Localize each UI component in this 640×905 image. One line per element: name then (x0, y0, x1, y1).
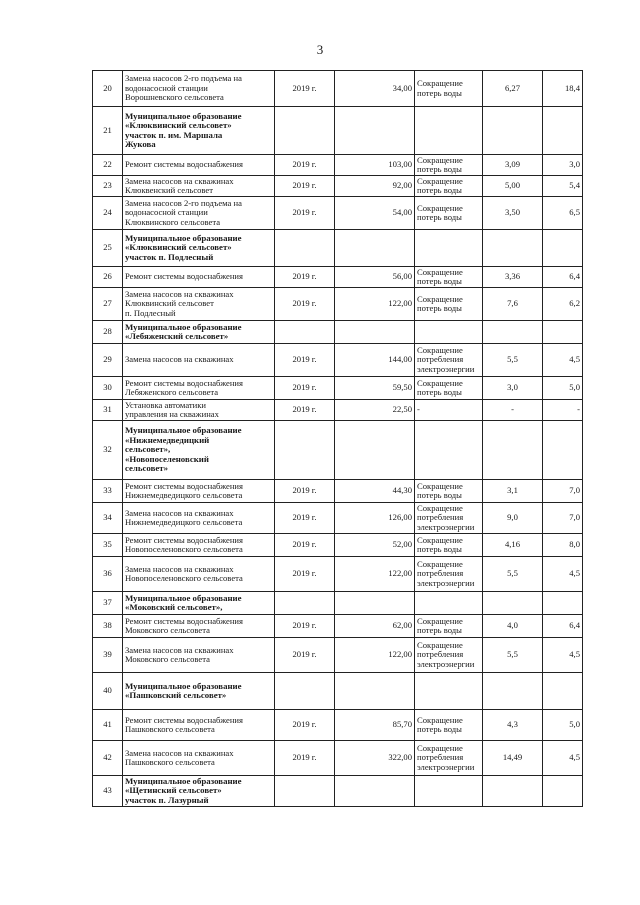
table-row (93, 71, 583, 107)
cell-v2: 4,5 (543, 741, 583, 776)
table-row (93, 421, 583, 480)
table-row (93, 710, 583, 741)
cell-v2 (543, 107, 583, 155)
cell-effect: Сокращение потребления электроэнергии (415, 344, 483, 377)
cell-v2 (543, 321, 583, 344)
cell-year: 2019 г. (275, 638, 335, 673)
table-row (93, 480, 583, 503)
table-row (93, 557, 583, 592)
cell-cost (335, 230, 415, 267)
cell-v1: - (483, 400, 543, 421)
table-row (93, 638, 583, 673)
table-row (93, 673, 583, 710)
cell-year (275, 673, 335, 710)
cell-effect: Сокращение потерь воды (415, 377, 483, 400)
measures-table (92, 70, 583, 807)
cell-v1: 3,50 (483, 197, 543, 230)
cell-cost: 59,50 (335, 377, 415, 400)
table-row (93, 230, 583, 267)
table-row (93, 534, 583, 557)
cell-year (275, 421, 335, 480)
cell-v1: 4,16 (483, 534, 543, 557)
cell-effect: Сокращение потерь воды (415, 534, 483, 557)
cell-no: 41 (93, 710, 123, 741)
cell-name: Муниципальное образование «Щетинский сельсовет» участок п. Лазурный (123, 776, 275, 807)
cell-effect (415, 107, 483, 155)
cell-effect: Сокращение потерь воды (415, 155, 483, 176)
cell-cost (335, 776, 415, 807)
cell-v1 (483, 776, 543, 807)
cell-cost: 92,00 (335, 176, 415, 197)
cell-name: Замена насосов на скважинах Нижнемедведицкого сельсовета (123, 503, 275, 534)
table-row (93, 776, 583, 807)
cell-no: 27 (93, 288, 123, 321)
cell-cost: 103,00 (335, 155, 415, 176)
cell-v2: 5,0 (543, 377, 583, 400)
cell-v2: 5,0 (543, 710, 583, 741)
cell-no: 20 (93, 71, 123, 107)
cell-name: Замена насосов на скважинах Новопоселеновского сельсовета (123, 557, 275, 592)
cell-v1: 6,27 (483, 71, 543, 107)
cell-no: 25 (93, 230, 123, 267)
cell-name: Замена насосов на скважинах (123, 344, 275, 377)
cell-v1: 7,6 (483, 288, 543, 321)
cell-no: 28 (93, 321, 123, 344)
cell-v1: 5,5 (483, 344, 543, 377)
cell-v1 (483, 321, 543, 344)
cell-name: Ремонт системы водоснабжения (123, 267, 275, 288)
cell-year: 2019 г. (275, 710, 335, 741)
table-row (93, 267, 583, 288)
cell-cost (335, 107, 415, 155)
cell-effect: Сокращение потерь воды (415, 710, 483, 741)
cell-v2: 4,5 (543, 557, 583, 592)
cell-v2: 6,4 (543, 615, 583, 638)
cell-effect: Сокращение потерь воды (415, 197, 483, 230)
cell-v1: 5,00 (483, 176, 543, 197)
cell-year: 2019 г. (275, 344, 335, 377)
table-row (93, 321, 583, 344)
cell-name: Ремонт системы водоснабжения Пашковского сельсовета (123, 710, 275, 741)
cell-effect: Сокращение потребления электроэнергии (415, 503, 483, 534)
cell-year (275, 107, 335, 155)
cell-v2: 7,0 (543, 503, 583, 534)
cell-cost: 322,00 (335, 741, 415, 776)
cell-cost: 56,00 (335, 267, 415, 288)
cell-v2 (543, 776, 583, 807)
cell-year: 2019 г. (275, 615, 335, 638)
cell-v2: 6,4 (543, 267, 583, 288)
cell-effect (415, 421, 483, 480)
cell-name: Замена насосов на скважинах Моковского сельсовета (123, 638, 275, 673)
cell-v2: 18,4 (543, 71, 583, 107)
cell-no: 35 (93, 534, 123, 557)
cell-year (275, 230, 335, 267)
cell-name: Муниципальное образование «Клюквинский сельсовет» участок п. им. Маршала Жукова (123, 107, 275, 155)
cell-year: 2019 г. (275, 176, 335, 197)
cell-v1 (483, 673, 543, 710)
cell-cost (335, 421, 415, 480)
cell-v1: 14,49 (483, 741, 543, 776)
cell-v2 (543, 421, 583, 480)
cell-no: 30 (93, 377, 123, 400)
cell-cost (335, 673, 415, 710)
cell-no: 43 (93, 776, 123, 807)
cell-v1: 3,1 (483, 480, 543, 503)
cell-no: 23 (93, 176, 123, 197)
cell-v2 (543, 230, 583, 267)
cell-v2: 6,5 (543, 197, 583, 230)
cell-effect: Сокращение потребления электроэнергии (415, 557, 483, 592)
cell-no: 37 (93, 592, 123, 615)
cell-v2: 4,5 (543, 638, 583, 673)
table-row (93, 400, 583, 421)
cell-name: Замена насосов на скважинах Пашковского сельсовета (123, 741, 275, 776)
cell-v1: 5,5 (483, 638, 543, 673)
cell-v1: 4,3 (483, 710, 543, 741)
cell-name: Ремонт системы водоснабжения Лебяженского сельсовета (123, 377, 275, 400)
cell-v1: 3,0 (483, 377, 543, 400)
cell-no: 40 (93, 673, 123, 710)
table-row (93, 503, 583, 534)
cell-year: 2019 г. (275, 267, 335, 288)
table-row (93, 615, 583, 638)
page-number: 3 (316, 42, 324, 57)
cell-name: Муниципальное образование «Пашковский сельсовет» (123, 673, 275, 710)
cell-year (275, 592, 335, 615)
table-row (93, 288, 583, 321)
cell-effect (415, 230, 483, 267)
cell-cost: 144,00 (335, 344, 415, 377)
cell-year: 2019 г. (275, 377, 335, 400)
cell-v2: - (543, 400, 583, 421)
table-row (93, 377, 583, 400)
cell-year: 2019 г. (275, 480, 335, 503)
cell-year (275, 776, 335, 807)
cell-year: 2019 г. (275, 503, 335, 534)
cell-v2: 7,0 (543, 480, 583, 503)
cell-year: 2019 г. (275, 534, 335, 557)
cell-no: 26 (93, 267, 123, 288)
cell-no: 21 (93, 107, 123, 155)
cell-name: Замена насосов на скважинах Клюквинский сельсовет п. Подлесный (123, 288, 275, 321)
cell-name: Муниципальное образование «Клюквинский сельсовет» участок п. Подлесный (123, 230, 275, 267)
cell-name: Ремонт системы водоснабжения Нижнемедведицкого сельсовета (123, 480, 275, 503)
table-row (93, 592, 583, 615)
cell-year: 2019 г. (275, 741, 335, 776)
cell-cost: 44,30 (335, 480, 415, 503)
cell-name: Ремонт системы водоснабжения Моковского сельсовета (123, 615, 275, 638)
cell-effect: Сокращение потерь воды (415, 288, 483, 321)
cell-effect: Сокращение потерь воды (415, 176, 483, 197)
cell-no: 36 (93, 557, 123, 592)
cell-v2: 6,2 (543, 288, 583, 321)
cell-v1 (483, 592, 543, 615)
cell-effect (415, 776, 483, 807)
cell-v1: 3,09 (483, 155, 543, 176)
cell-effect: - (415, 400, 483, 421)
cell-cost: 122,00 (335, 638, 415, 673)
cell-no: 24 (93, 197, 123, 230)
cell-year (275, 321, 335, 344)
cell-v1 (483, 107, 543, 155)
cell-cost: 122,00 (335, 288, 415, 321)
cell-cost (335, 321, 415, 344)
cell-effect: Сокращение потребления электроэнергии (415, 638, 483, 673)
cell-name: Ремонт системы водоснабжения (123, 155, 275, 176)
cell-v2 (543, 592, 583, 615)
cell-cost: 54,00 (335, 197, 415, 230)
table-row (93, 176, 583, 197)
cell-cost: 52,00 (335, 534, 415, 557)
cell-no: 31 (93, 400, 123, 421)
cell-v1: 4,0 (483, 615, 543, 638)
cell-no: 33 (93, 480, 123, 503)
cell-year: 2019 г. (275, 155, 335, 176)
cell-v1 (483, 421, 543, 480)
table-row (93, 344, 583, 377)
cell-effect (415, 592, 483, 615)
cell-cost: 62,00 (335, 615, 415, 638)
cell-no: 34 (93, 503, 123, 534)
cell-no: 38 (93, 615, 123, 638)
cell-no: 32 (93, 421, 123, 480)
cell-effect: Сокращение потерь воды (415, 267, 483, 288)
cell-name: Установка автоматики управления на скважинах (123, 400, 275, 421)
cell-no: 39 (93, 638, 123, 673)
cell-name: Муниципальное образование «Моковский сельсовет», (123, 592, 275, 615)
cell-v1: 5,5 (483, 557, 543, 592)
cell-v2: 5,4 (543, 176, 583, 197)
cell-v2 (543, 673, 583, 710)
cell-cost (335, 592, 415, 615)
cell-v2: 3,0 (543, 155, 583, 176)
cell-v1: 3,36 (483, 267, 543, 288)
table-row (93, 197, 583, 230)
cell-cost: 126,00 (335, 503, 415, 534)
cell-v1: 9,0 (483, 503, 543, 534)
cell-v1 (483, 230, 543, 267)
cell-year: 2019 г. (275, 288, 335, 321)
cell-name: Ремонт системы водоснабжения Новопоселеновского сельсовета (123, 534, 275, 557)
cell-effect (415, 673, 483, 710)
cell-name: Муниципальное образование «Лебяженский сельсовет» (123, 321, 275, 344)
cell-effect: Сокращение потерь воды (415, 71, 483, 107)
cell-effect (415, 321, 483, 344)
cell-name: Замена насосов на скважинах Клюквенский сельсовет (123, 176, 275, 197)
cell-name: Муниципальное образование «Нижнемедведицкий сельсовет», «Новопоселеновский сельсовет» (123, 421, 275, 480)
cell-effect: Сокращение потерь воды (415, 480, 483, 503)
cell-v2: 8,0 (543, 534, 583, 557)
cell-cost: 85,70 (335, 710, 415, 741)
cell-cost: 34,00 (335, 71, 415, 107)
cell-no: 42 (93, 741, 123, 776)
cell-effect: Сокращение потерь воды (415, 615, 483, 638)
cell-cost: 22,50 (335, 400, 415, 421)
cell-name: Замена насосов 2-го подъема на водонасосной станции Ворошневского сельсовета (123, 71, 275, 107)
cell-year: 2019 г. (275, 71, 335, 107)
cell-effect: Сокращение потребления электроэнергии (415, 741, 483, 776)
cell-no: 29 (93, 344, 123, 377)
table-row (93, 107, 583, 155)
cell-v2: 4,5 (543, 344, 583, 377)
table-row (93, 741, 583, 776)
cell-year: 2019 г. (275, 400, 335, 421)
cell-cost: 122,00 (335, 557, 415, 592)
cell-no: 22 (93, 155, 123, 176)
cell-year: 2019 г. (275, 557, 335, 592)
table-row (93, 155, 583, 176)
cell-name: Замена насосов 2-го подъема на водонасосной станции Клюквинского сельсовета (123, 197, 275, 230)
table-body (93, 71, 583, 807)
cell-year: 2019 г. (275, 197, 335, 230)
